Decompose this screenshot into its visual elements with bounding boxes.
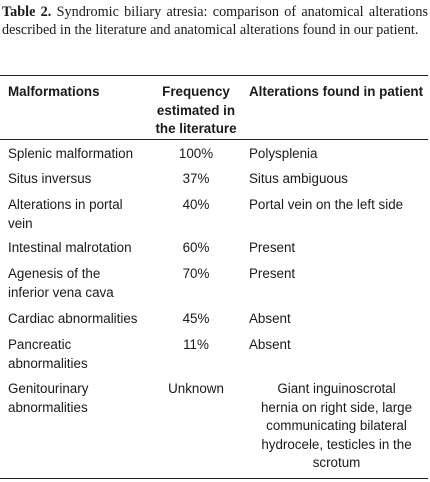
row1-frequency: 100% bbox=[178, 146, 214, 161]
table-header-rule bbox=[0, 139, 428, 140]
row8-alteration-line1: Giant inguinoscrotal bbox=[277, 381, 396, 396]
header-malformations: Malformations bbox=[8, 84, 100, 99]
table-caption bbox=[2, 3, 428, 39]
row5-frequency: 70% bbox=[182, 266, 210, 281]
row7-malformation-line2: abnormalities bbox=[8, 355, 88, 371]
row4-alteration: Present bbox=[249, 240, 296, 255]
row5-alteration: Present bbox=[249, 266, 296, 281]
row8-alteration-line3: communicating bilateral bbox=[266, 418, 407, 433]
row2-malformation: Situs inversus bbox=[8, 171, 92, 186]
header-frequency-line1: Frequency bbox=[162, 84, 230, 99]
row8-alteration-line5: scrotum bbox=[312, 455, 361, 470]
row2-frequency: 37% bbox=[182, 171, 210, 186]
row7-alteration: Absent bbox=[249, 337, 291, 352]
row8-malformation-line1: Genitourinary bbox=[8, 381, 89, 396]
header-frequency-line3: the literature bbox=[155, 121, 237, 136]
row8-alteration-line2: hernia on right side, large bbox=[260, 399, 413, 415]
row2-alteration: Situs ambiguous bbox=[249, 171, 348, 186]
row1-alteration: Polysplenia bbox=[249, 146, 318, 161]
row6-alteration: Absent bbox=[249, 311, 291, 326]
row8-alteration bbox=[249, 380, 424, 473]
caption-text: Syndromic biliary atresia: comparison of anatomical alterations described in the literature and anatomical alterations found in our patient. bbox=[2, 4, 428, 38]
table-top-rule bbox=[0, 75, 428, 76]
row3-frequency: 40% bbox=[182, 197, 210, 212]
table-bottom-rule bbox=[0, 478, 428, 479]
row7-malformation bbox=[8, 336, 158, 373]
row8-malformation-line2: abnormalities bbox=[8, 399, 88, 415]
row8-malformation bbox=[8, 380, 158, 417]
row5-malformation-line2: inferior vena cava bbox=[8, 284, 114, 300]
row7-malformation-line1: Pancreatic bbox=[8, 337, 72, 352]
row6-frequency: 45% bbox=[182, 311, 210, 326]
row1-malformation: Splenic malformation bbox=[8, 146, 134, 161]
row3-alteration: Portal vein on the left side bbox=[249, 197, 404, 212]
row4-frequency: 60% bbox=[182, 240, 210, 255]
header-frequency-line2: estimated in bbox=[156, 102, 236, 118]
row3-malformation bbox=[8, 196, 158, 233]
row7-frequency: 11% bbox=[183, 337, 209, 352]
row3-malformation-line2: vein bbox=[8, 215, 33, 231]
row4-malformation: Intestinal malrotation bbox=[8, 240, 132, 255]
caption-label: Table 2. bbox=[2, 4, 52, 20]
row3-malformation-line1: Alterations in portal bbox=[8, 197, 123, 212]
row5-malformation-line1: Agenesis of the bbox=[8, 266, 101, 281]
row8-alteration-line4: hydrocele, testicles in the bbox=[261, 436, 412, 452]
row8-frequency: Unknown bbox=[168, 381, 224, 396]
row6-malformation: Cardiac abnormalities bbox=[8, 311, 138, 326]
header-frequency bbox=[150, 83, 242, 139]
header-alterations: Alterations found in patient bbox=[249, 84, 424, 99]
row5-malformation bbox=[8, 265, 158, 302]
